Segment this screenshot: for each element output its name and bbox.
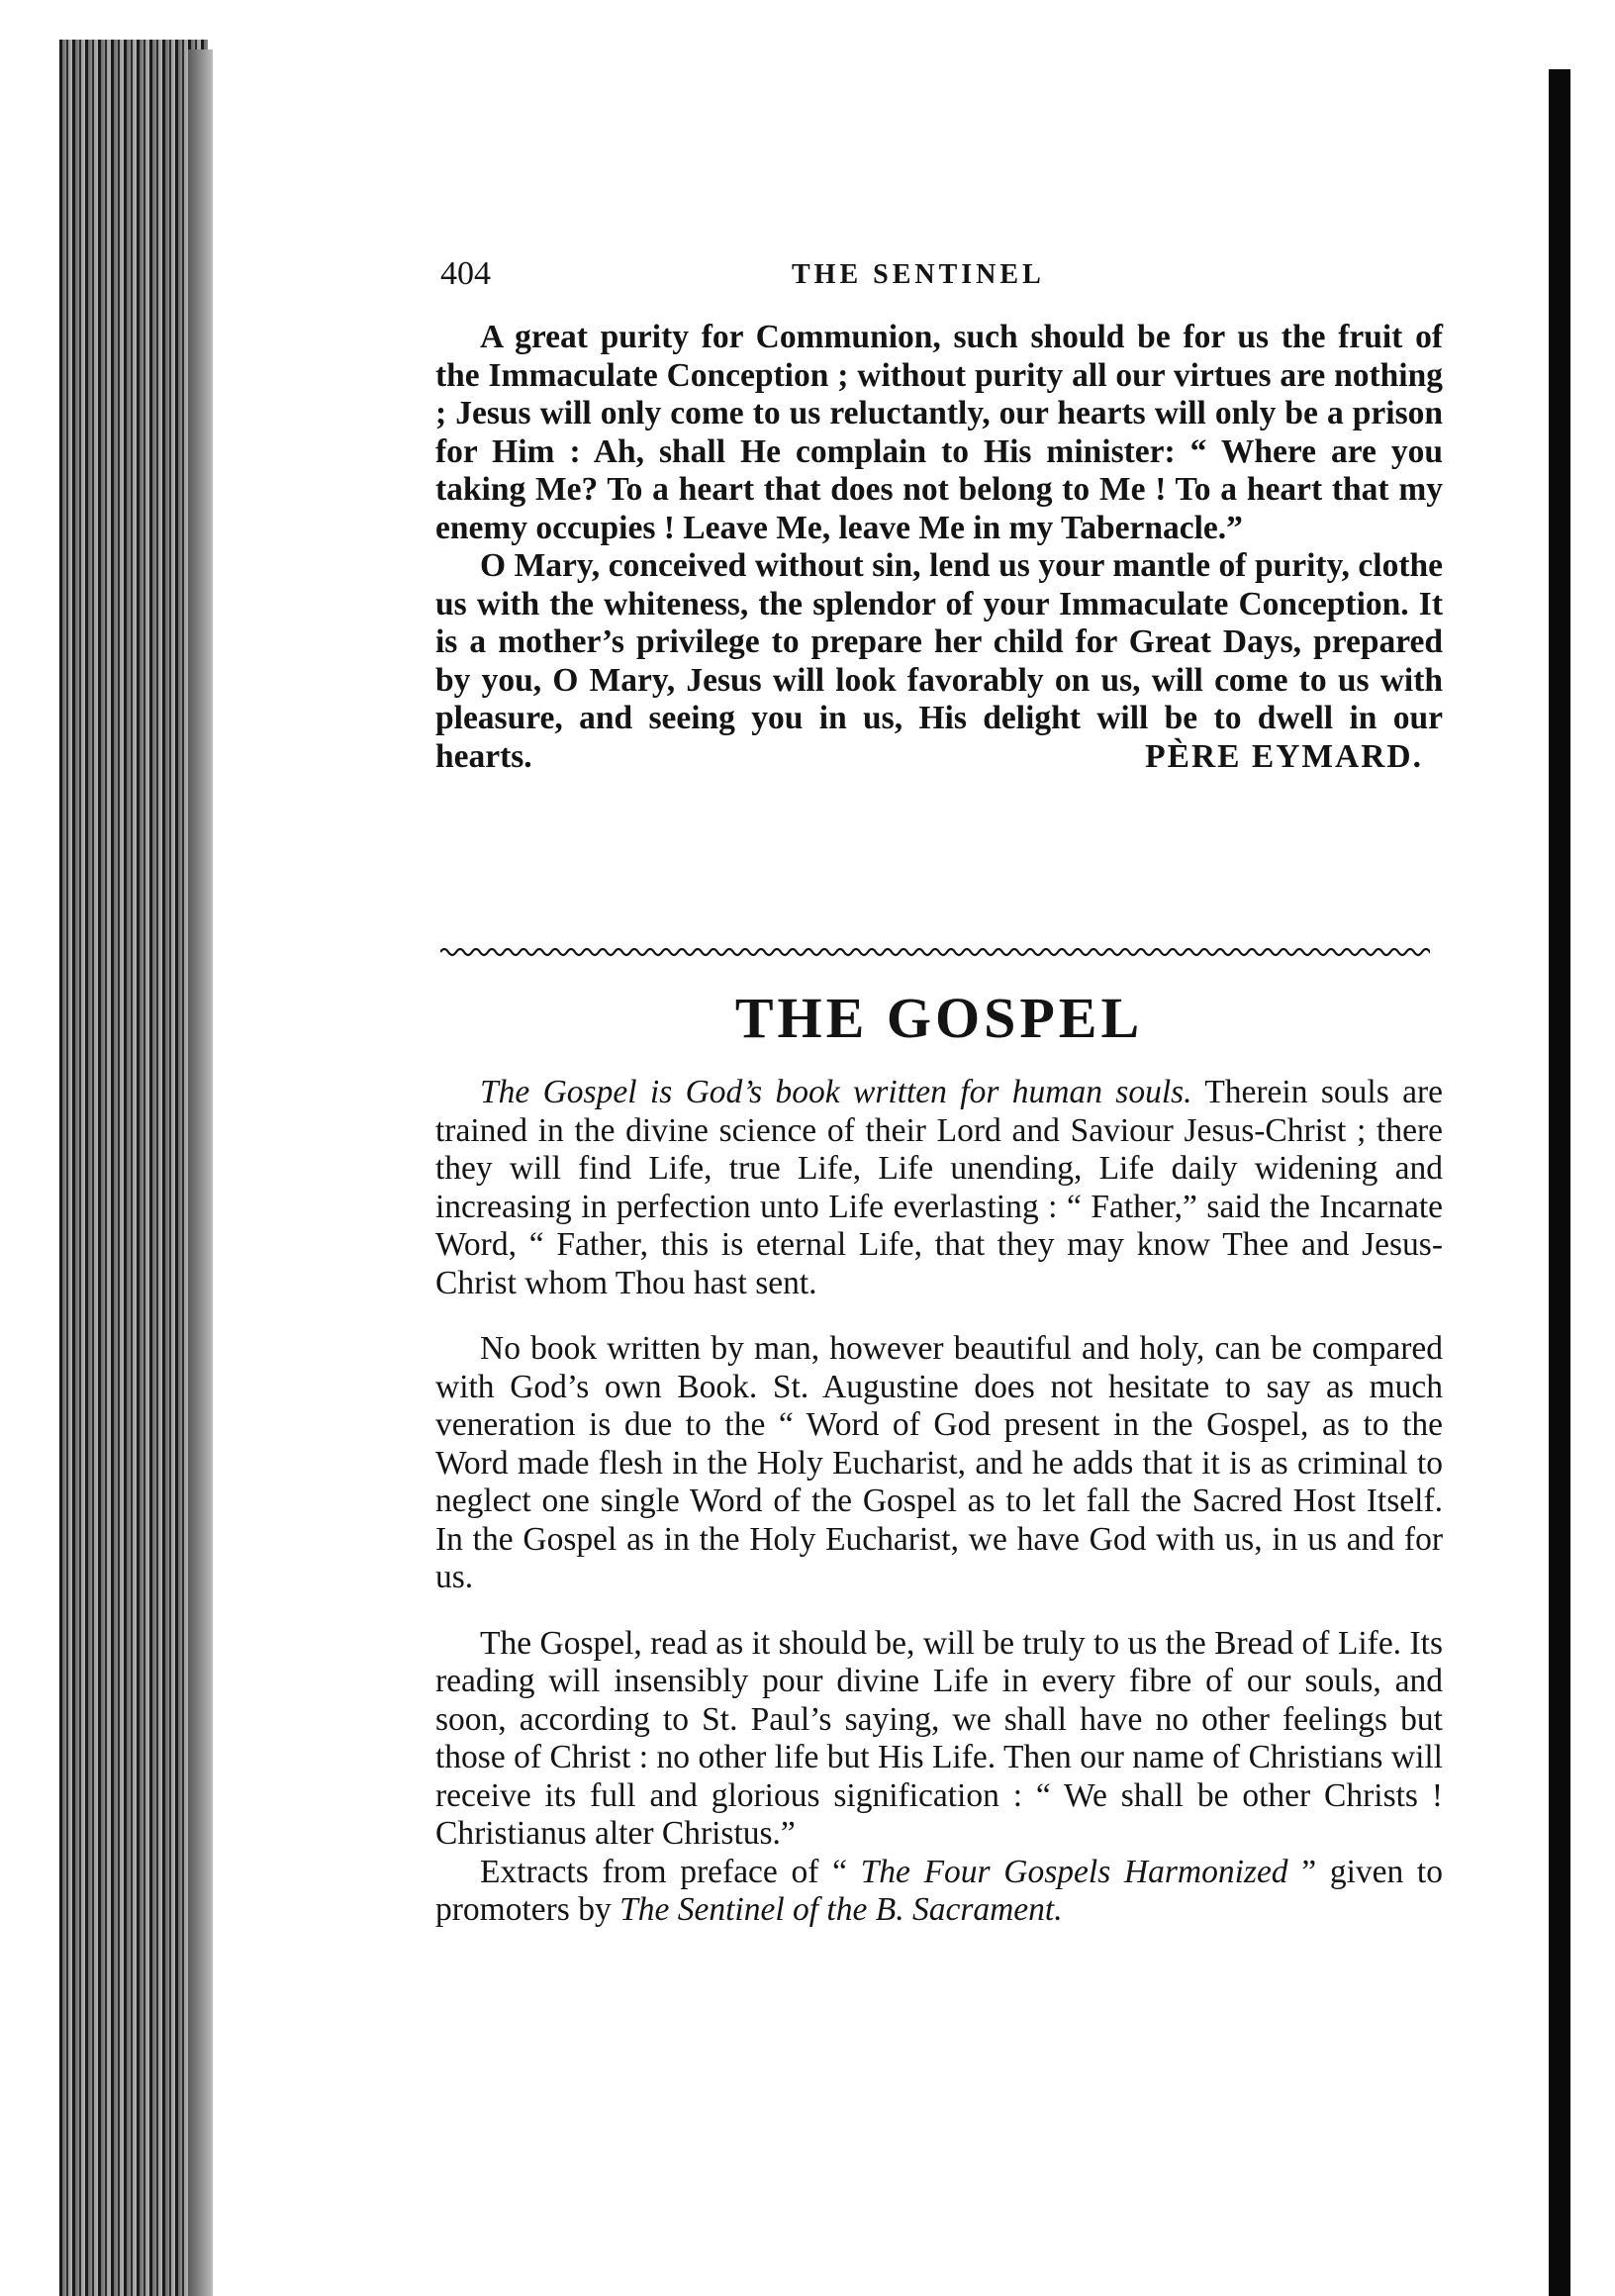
wavy-divider	[440, 945, 1430, 959]
gospel-paragraph-3: The Gospel, read as it should be, will be truly to us the Bread of Life. Its reading will insensibly pour divine Life in every fibre of our souls, and soon, according to St. Paul’s saying, we shall have no other feelings but those of Christ : no other life but His Life. Then our name of Christians will receive its full and glorious signification : “ We shall be other Christs ! Christianus alter Christus.”	[435, 1624, 1443, 1852]
extract-source-title: The Sentinel of the B. Sacrament.	[619, 1891, 1063, 1928]
book-binding	[59, 40, 208, 2296]
gospel-extract-note	[435, 1854, 1443, 1930]
gospel-paragraph-1	[435, 1074, 1443, 1302]
gospel-intro-italic: The Gospel is God’s book written for human souls.	[480, 1074, 1192, 1110]
extract-prefix: Extracts from preface of “	[480, 1853, 861, 1890]
eymard-paragraph-1: A great purity for Communion, such should be for us the fruit of the Immaculate Conception ; without purity all our virtues are nothing ; Jesus will only come to us reluctantly, our hearts will only be a prison for Him : Ah, shall He complain to His minister: “ Where are you taking Me? To a heart that does not belong to Me ! To a heart that my enemy occupies ! Leave Me, leave Me in my Tabernacle.”	[435, 319, 1443, 546]
article-gospel	[435, 1074, 1443, 1958]
page-number: 404	[440, 255, 491, 292]
eymard-paragraph-2: O Mary, conceived without sin, lend us your mantle of purity, clothe us with the whiteness, the splendor of your Immaculate Conception. It is a mother’s privilege to prepare her child for Great Days, prepared by you, O Mary, Jesus will look favorably on us, will come to us with pleasure, and seeing you in us, His delight will be to dwell in our hearts.	[435, 547, 1443, 775]
article-eymard	[435, 319, 1443, 776]
extract-book-title: The Four Gospels Harmonized	[860, 1853, 1288, 1890]
extract-middle: ” given to promoters by	[435, 1853, 1443, 1928]
page-header	[440, 255, 1450, 295]
page-right-edge	[1549, 69, 1570, 2296]
section-title: THE GOSPEL	[734, 986, 1144, 1050]
running-head: THE SENTINEL	[792, 259, 1045, 290]
author-signature: PÈRE EYMARD.	[1145, 737, 1423, 775]
gospel-paragraph-2: No book written by man, however beautiful and holy, can be compared with God’s own Book. St. Augustine does not hesitate to say as much veneration is due to the “ Word of God present in the Gospel, as to the Word made flesh in the Holy Eucharist, and he adds that it is as criminal to neglect one single Word of the Gospel as to let fall the Sacred Host Itself. In the Gospel as in the Holy Eucharist, we have God with us, in us and for us.	[435, 1330, 1443, 1595]
gospel-paragraph-1-text: Therein souls are trained in the divine science of their Lord and Saviour Jesus-Christ ; there they will find Life, true Life, Life unending, Life daily widening and increasing in perfection unto Life everlasting : “ Father,” said the Incarnate Word, “ Father, this is eternal Life, that they may know Thee and Jesus-Christ whom Thou hast sent.	[435, 1074, 1443, 1301]
